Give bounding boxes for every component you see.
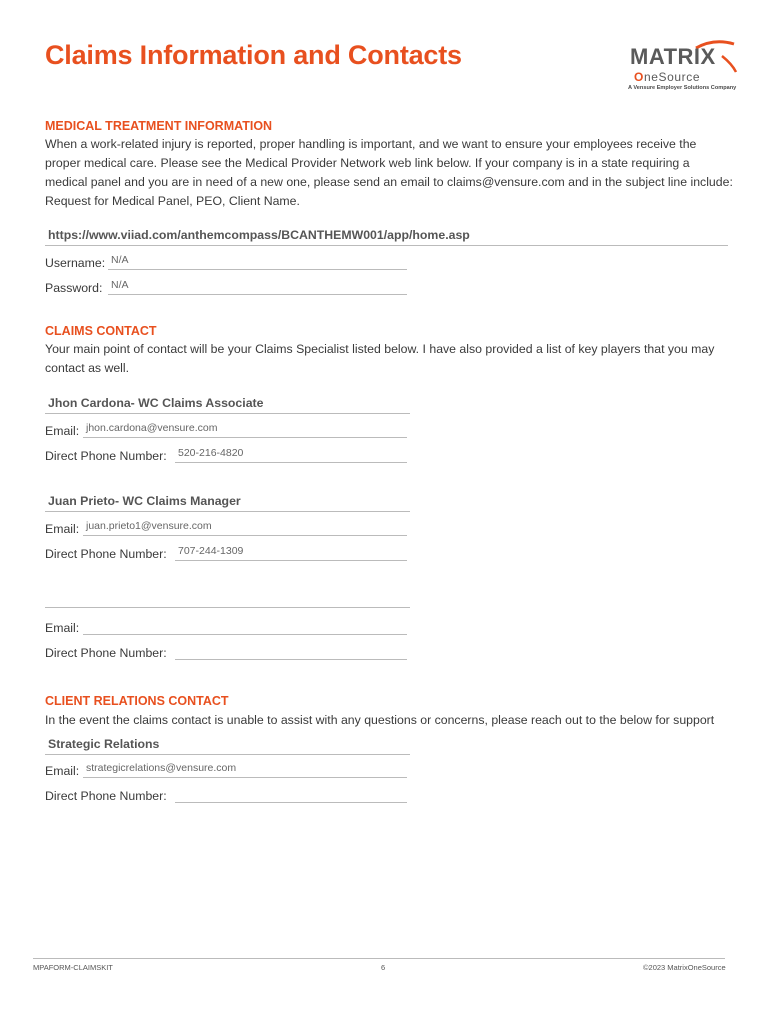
client-relations-name-field[interactable]: Strategic Relations	[45, 737, 410, 755]
phone-field[interactable]: 707-244-1309	[175, 545, 407, 561]
contact-phone-row	[45, 445, 407, 463]
claims-heading: CLAIMS CONTACT	[45, 324, 157, 338]
client-relations-body: In the event the claims contact is unable to assist with any questions or concerns, please reach out to the below for support	[45, 713, 715, 727]
email-label: Email:	[45, 424, 80, 438]
footer-copyright: ©2023 MatrixOneSource	[643, 963, 726, 972]
email-field[interactable]: strategicrelations@vensure.com	[83, 762, 407, 778]
password-label: Password:	[45, 281, 103, 295]
username-field[interactable]: N/A	[108, 254, 407, 270]
phone-label: Direct Phone Number:	[45, 789, 167, 803]
contact-name-field[interactable]: Jhon Cardona- WC Claims Associate	[45, 396, 410, 414]
footer-form-id: MPAFORM-CLAIMSKIT	[33, 963, 113, 972]
client-relations-phone-row	[45, 785, 407, 803]
contact-name-field[interactable]	[45, 590, 410, 608]
phone-label: Direct Phone Number:	[45, 449, 167, 463]
client-relations-email-row	[45, 760, 407, 778]
email-label: Email:	[45, 764, 80, 778]
logo-tagline: A Vensure Employer Solutions Company	[628, 85, 737, 91]
phone-field[interactable]	[175, 644, 407, 660]
contact-email-row	[45, 617, 407, 635]
contact-phone-row	[45, 642, 407, 660]
password-field[interactable]: N/A	[108, 279, 407, 295]
email-label: Email:	[45, 522, 80, 536]
password-row	[45, 277, 407, 295]
logo-word-onesource: OneSource	[634, 70, 701, 84]
matrix-onesource-logo	[626, 34, 738, 96]
client-relations-heading: CLIENT RELATIONS CONTACT	[45, 694, 229, 708]
footer-divider	[33, 958, 725, 959]
contact-phone-row	[45, 543, 407, 561]
email-field[interactable]: jhon.cardona@vensure.com	[83, 422, 407, 438]
phone-label: Direct Phone Number:	[45, 646, 167, 660]
medical-body: When a work-related injury is reported, proper handling is important, and we want to ensure your employees receive the proper medical care. Please see the Medical Provider Network web link below. If your company is in a state requiring a medical panel and you are in need of a new one, please send an email to claims@vensure.com and in the subject line include: Request for Medical Panel, PEO, Client Name.	[45, 137, 733, 208]
footer-page-number: 6	[381, 963, 386, 972]
medical-provider-link[interactable]: https://www.viiad.com/anthemcompass/BCANTHEMW001/app/home.asp	[45, 228, 728, 246]
username-row	[45, 252, 407, 270]
contact-name-field[interactable]: Juan Prieto- WC Claims Manager	[45, 494, 410, 512]
contact-email-row	[45, 420, 407, 438]
phone-field[interactable]: 520-216-4820	[175, 447, 407, 463]
contact-email-row	[45, 518, 407, 536]
username-label: Username:	[45, 256, 106, 270]
email-field[interactable]	[83, 619, 407, 635]
phone-field[interactable]	[175, 787, 407, 803]
claims-body: Your main point of contact will be your Claims Specialist listed below. I have also provided a list of key players that you may contact as well.	[45, 342, 715, 375]
medical-heading: MEDICAL TREATMENT INFORMATION	[45, 119, 273, 133]
email-field[interactable]: juan.prieto1@vensure.com	[83, 520, 407, 536]
page-title: Claims Information and Contacts	[45, 40, 462, 70]
logo-word-matrix: MATRIX	[630, 44, 716, 69]
email-label: Email:	[45, 621, 80, 635]
phone-label: Direct Phone Number:	[45, 547, 167, 561]
